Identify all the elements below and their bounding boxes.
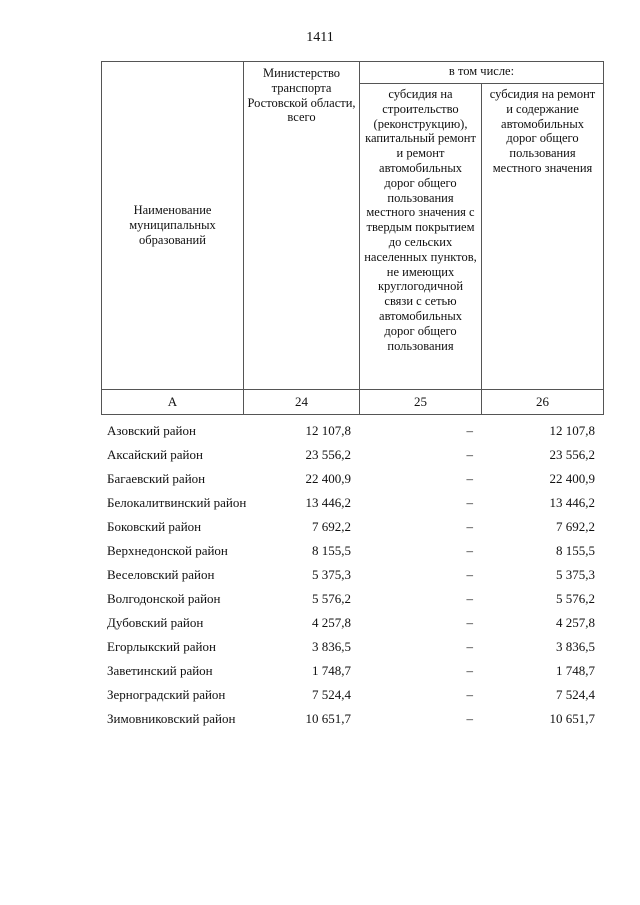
- row-total: 3 836,5: [312, 639, 351, 654]
- row-total: 5 576,2: [312, 591, 351, 606]
- table-row: [101, 444, 603, 468]
- row-name: Аксайский район: [107, 447, 203, 462]
- row-total: 10 651,7: [305, 711, 351, 726]
- row-name: Дубовский район: [107, 615, 204, 630]
- row-total: 7 524,4: [312, 687, 351, 702]
- column-number-26: 26: [482, 390, 604, 415]
- row-name: Багаевский район: [107, 471, 206, 486]
- row-subsidy-construction: –: [466, 567, 473, 582]
- table-row: [101, 684, 603, 708]
- row-subsidy-repair: 4 257,8: [556, 615, 595, 630]
- row-subsidy-construction: –: [466, 543, 473, 558]
- row-subsidy-construction: –: [466, 519, 473, 534]
- header-ministry-total: Министерство транспорта Ростовской области, всего: [244, 62, 360, 390]
- header-subsidy-repair: субсидия на ремонт и содержание автомобильных дорог общего пользования местного значения: [482, 84, 604, 390]
- table-row: [101, 564, 603, 588]
- header-municipality-name: Наименование муниципальных образований: [102, 62, 244, 390]
- page-number: 1411: [306, 30, 334, 45]
- row-subsidy-construction: –: [466, 687, 473, 702]
- row-subsidy-repair: 5 576,2: [556, 591, 595, 606]
- row-subsidy-repair: 1 748,7: [556, 663, 595, 678]
- row-subsidy-construction: –: [466, 495, 473, 510]
- row-name: Белокалитвинский район: [107, 495, 247, 510]
- row-total: 23 556,2: [305, 447, 351, 462]
- row-subsidy-construction: –: [466, 663, 473, 678]
- row-name: Боковский район: [107, 519, 202, 534]
- row-subsidy-repair: 8 155,5: [556, 543, 595, 558]
- row-total: 7 692,2: [312, 519, 351, 534]
- column-number-25: 25: [360, 390, 482, 415]
- row-subsidy-construction: –: [466, 591, 473, 606]
- row-name: Заветинский район: [107, 663, 213, 678]
- row-subsidy-construction: –: [466, 639, 473, 654]
- row-subsidy-repair: 22 400,9: [549, 471, 595, 486]
- table-row: [101, 540, 603, 564]
- table-row: [101, 516, 603, 540]
- table-row: [101, 492, 603, 516]
- row-subsidy-repair: 7 692,2: [556, 519, 595, 534]
- row-total: 1 748,7: [312, 663, 351, 678]
- row-name: Зимовниковский район: [107, 711, 236, 726]
- row-subsidy-construction: –: [466, 447, 473, 462]
- header-subsidy-construction: субсидия на строительство (реконструкцию), капитальный ремонт и ремонт автомобильных дорог общего пользования местного значения с твердым покрытием до сельских населенных пунктов, не имеющих круглогодичной связи с сетью автомобильных дорог общего пользования: [360, 84, 482, 390]
- row-name: Егорлыкский район: [107, 639, 216, 654]
- table-row: [101, 612, 603, 636]
- row-name: Зерноградский район: [107, 687, 226, 702]
- row-name: Веселовский район: [107, 567, 215, 582]
- table-row: [101, 660, 603, 684]
- row-total: 13 446,2: [305, 495, 351, 510]
- row-total: 22 400,9: [305, 471, 351, 486]
- row-subsidy-construction: –: [466, 711, 473, 726]
- table-row: [101, 636, 603, 660]
- row-subsidy-repair: 12 107,8: [549, 423, 595, 438]
- row-subsidy-repair: 23 556,2: [549, 447, 595, 462]
- row-subsidy-construction: –: [466, 471, 473, 486]
- row-subsidy-repair: 5 375,3: [556, 567, 595, 582]
- table-row: [101, 708, 603, 732]
- row-subsidy-repair: 10 651,7: [549, 711, 595, 726]
- table-row: [101, 468, 603, 492]
- row-total: 4 257,8: [312, 615, 351, 630]
- column-number-a: А: [102, 390, 244, 415]
- table-header: [101, 61, 604, 415]
- row-subsidy-construction: –: [466, 423, 473, 438]
- row-subsidy-repair: 7 524,4: [556, 687, 595, 702]
- column-number-24: 24: [244, 390, 360, 415]
- row-subsidy-repair: 13 446,2: [549, 495, 595, 510]
- row-name: Волгодонской район: [107, 591, 221, 606]
- row-name: Азовский район: [107, 423, 196, 438]
- row-subsidy-repair: 3 836,5: [556, 639, 595, 654]
- table-row: [101, 588, 603, 612]
- table-row: [101, 420, 603, 444]
- row-total: 12 107,8: [305, 423, 351, 438]
- row-total: 8 155,5: [312, 543, 351, 558]
- row-name: Верхнедонской район: [107, 543, 228, 558]
- header-including: в том числе:: [360, 62, 604, 84]
- table-body: [101, 420, 603, 732]
- row-subsidy-construction: –: [466, 615, 473, 630]
- row-total: 5 375,3: [312, 567, 351, 582]
